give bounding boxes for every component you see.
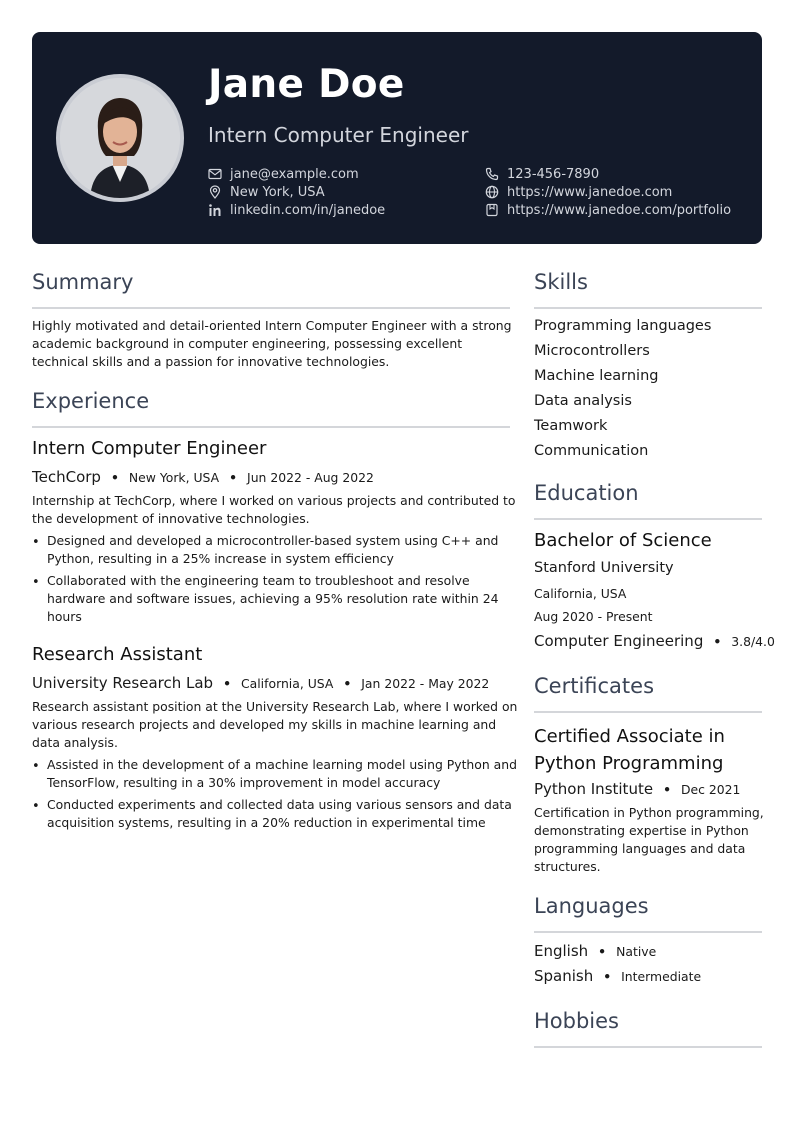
summary-divider [32, 307, 510, 309]
job-company: TechCorp [32, 468, 101, 486]
bullet-line: • Assisted in the development of a machine learning model using Python and [47, 757, 517, 772]
hobbies-divider [534, 1046, 762, 1048]
job-location: California, USA [241, 676, 334, 691]
certificate-date: Dec 2021 [680, 782, 741, 797]
linkedin-icon [208, 203, 222, 217]
description-line: Research assistant position at the University Research Lab, where I worked on [32, 699, 518, 714]
education-divider [534, 518, 762, 520]
skill-item: Programming languages [534, 318, 712, 334]
skill-item: Communication [534, 443, 649, 459]
summary-heading: Summary [32, 270, 134, 294]
description-line: data analysis. [32, 735, 118, 750]
school-name: Stanford University [534, 560, 674, 576]
certificates-divider [534, 711, 762, 713]
job-bullet [32, 572, 522, 626]
language-level: Native [616, 944, 657, 959]
skill-item: Machine learning [534, 368, 659, 384]
certificate-description [534, 804, 766, 876]
education-field-meta [534, 632, 775, 650]
experience-divider [32, 426, 510, 428]
location-text: New York, USA [230, 184, 325, 200]
languages-heading: Languages [534, 894, 649, 918]
separator-dot: • [223, 676, 231, 691]
separator-dot: • [713, 634, 722, 649]
school-location: California, USA [534, 586, 627, 601]
separator-dot: • [343, 676, 352, 691]
person-portrait-icon [60, 78, 180, 198]
contact-phone[interactable] [485, 165, 599, 183]
skill-item: Data analysis [534, 393, 632, 409]
language-item [534, 967, 701, 985]
job-title: Research Assistant [32, 644, 203, 665]
phone-text: 123-456-7890 [507, 166, 600, 182]
languages-divider [534, 931, 762, 933]
bullet-line: • Collaborated with the engineering team to troubleshoot and resolve [47, 573, 470, 588]
job-company: University Research Lab [32, 674, 214, 692]
email-text: jane@example.com [230, 166, 359, 182]
summary-line: academic background in computer engineering, possessing excellent [32, 336, 463, 351]
description-line: demonstrating expertise in Python [534, 823, 749, 838]
map-pin-icon [208, 185, 222, 199]
description-line: various research projects and developed my skills in machine learning and [32, 717, 497, 732]
job-bullet [32, 756, 522, 792]
description-line: programming languages and data [534, 841, 746, 856]
phone-icon [485, 167, 499, 181]
bullet-line: hours [47, 609, 82, 624]
bullet-line: • Conducted experiments and collected data using various sensors and data [47, 797, 512, 812]
separator-dot: • [603, 969, 612, 984]
summary-line: technical skills and a passion for innovative technologies. [32, 354, 390, 369]
bullet-line: TensorFlow, resulting in a 30% improvement in model accuracy [47, 775, 441, 790]
language-name: English [534, 942, 589, 960]
separator-dot: • [598, 944, 607, 959]
degree-title: Bachelor of Science [534, 530, 712, 551]
globe-icon [485, 185, 499, 199]
skill-item: Microcontrollers [534, 343, 650, 359]
skills-divider [534, 307, 762, 309]
job-dates: Jan 2022 - May 2022 [361, 676, 490, 691]
bullet-line: • Designed and developed a microcontroller-based system using C++ and [47, 533, 499, 548]
description-line: Certification in Python programming, [534, 805, 764, 820]
field-of-study: Computer Engineering [534, 632, 704, 650]
hobbies-heading: Hobbies [534, 1009, 619, 1033]
skill-item: Teamwork [534, 418, 608, 434]
portfolio-text: https://www.janedoe.com/portfolio [507, 202, 732, 218]
skills-heading: Skills [534, 270, 588, 294]
job-location: New York, USA [128, 470, 220, 485]
language-name: Spanish [534, 967, 594, 985]
contact-linkedin[interactable] [208, 201, 385, 219]
certificate-name [534, 723, 725, 777]
mail-icon [208, 167, 222, 181]
certificate-name-line: Python Programming [534, 753, 724, 774]
language-item [534, 942, 656, 960]
job-meta [32, 468, 374, 486]
education-dates: Aug 2020 - Present [534, 609, 653, 624]
separator-dot: • [229, 470, 238, 485]
description-line: the development of innovative technologies. [32, 511, 310, 526]
contact-portfolio[interactable] [485, 201, 731, 219]
summary-text [32, 317, 522, 371]
job-dates: Jun 2022 - Aug 2022 [247, 470, 374, 485]
contact-website[interactable] [485, 183, 672, 201]
contact-location [208, 183, 325, 201]
summary-line: Highly motivated and detail-oriented Intern Computer Engineer with a strong [32, 318, 512, 333]
job-meta [32, 674, 489, 692]
gpa: 3.8/4.0 [731, 634, 775, 649]
portfolio-icon [485, 203, 499, 217]
education-heading: Education [534, 481, 639, 505]
experience-heading: Experience [32, 389, 150, 413]
job-bullet [32, 796, 522, 832]
description-line: structures. [534, 859, 601, 874]
job-title: Intern Computer Engineer [32, 438, 267, 459]
linkedin-text: linkedin.com/in/janedoe [230, 202, 386, 218]
bullet-line: acquisition systems, resulting in a 20% reduction in experimental time [47, 815, 486, 830]
bullet-line: Python, resulting in a 25% increase in system efficiency [47, 551, 394, 566]
website-text: https://www.janedoe.com [507, 184, 673, 200]
language-level: Intermediate [621, 969, 702, 984]
contact-email[interactable] [208, 165, 359, 183]
job-description [32, 698, 522, 752]
certificate-meta [534, 780, 740, 798]
candidate-name: Jane Doe [208, 62, 405, 107]
job-bullet [32, 532, 522, 568]
description-line: Internship at TechCorp, where I worked on various projects and contributed to [32, 493, 516, 508]
profile-photo [56, 74, 184, 202]
separator-dot: • [663, 782, 671, 797]
job-description [32, 492, 522, 528]
candidate-role: Intern Computer Engineer [208, 123, 469, 147]
bullet-line: hardware and software issues, achieving a 95% resolution rate within 24 [47, 591, 499, 606]
certificate-name-line: Certified Associate in [534, 726, 725, 747]
resume-header [32, 32, 762, 244]
certificates-heading: Certificates [534, 674, 655, 698]
certificate-issuer: Python Institute [534, 780, 654, 798]
separator-dot: • [110, 470, 119, 485]
